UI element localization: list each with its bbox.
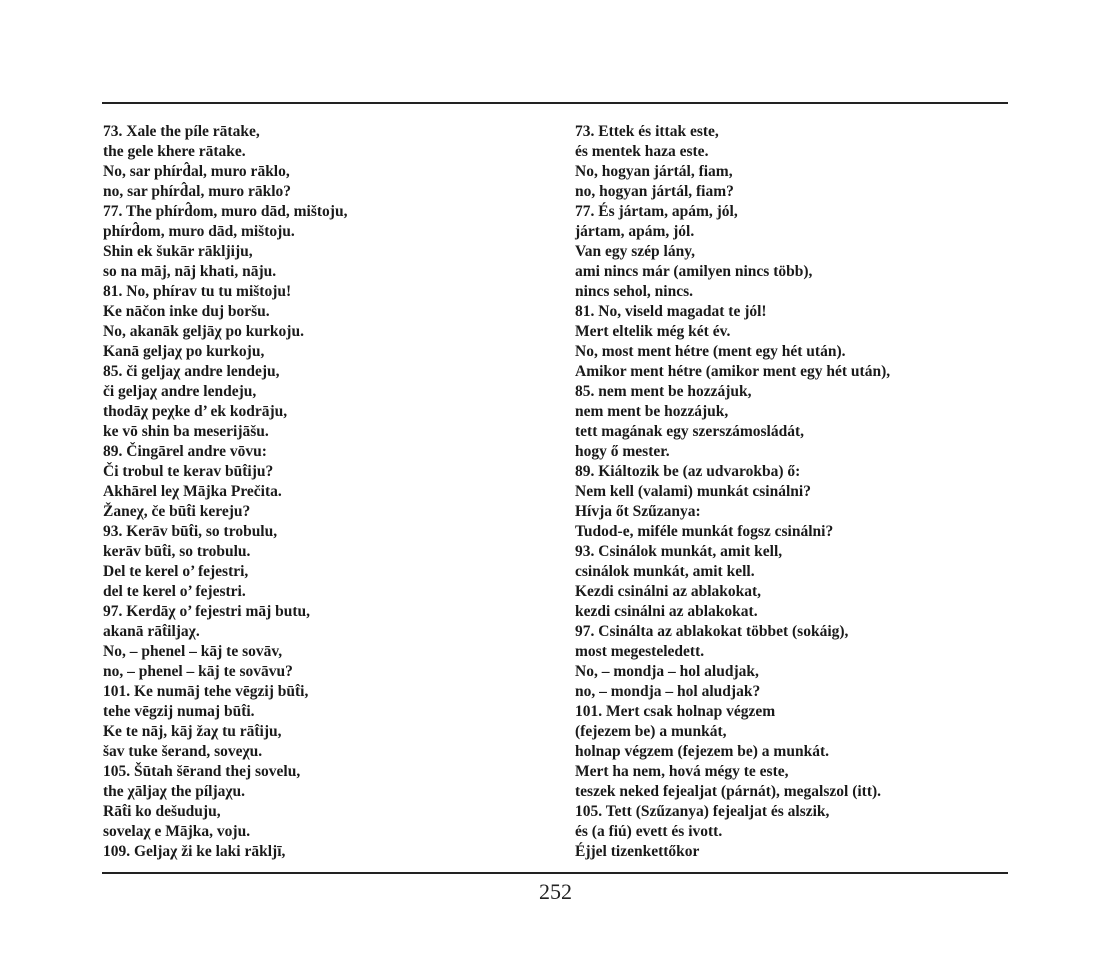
- translation-line: Kezdi csinálni az ablakokat,: [575, 583, 762, 600]
- romani-line: ke vō shin ba meserijāšu.: [103, 423, 269, 440]
- translation-line: hogy ő mester.: [575, 443, 670, 460]
- translation-line: Amikor ment hétre (amikor ment egy hét után),: [575, 363, 891, 380]
- romani-line: 77. The phírd̂om, muro dād, mištoju,: [103, 203, 348, 220]
- translation-line: tett magának egy szerszámosládát,: [575, 423, 805, 440]
- romani-line: tehe vēgzij numaj būt̂i.: [103, 703, 255, 720]
- translation-line: Van egy szép lány,: [575, 243, 696, 260]
- translation-line: csinálok munkát, amit kell.: [575, 563, 755, 580]
- romani-line: šav tuke šerand, soveχu.: [103, 743, 263, 760]
- romani-line: Kanā geljaχ po kurkoju,: [103, 343, 265, 360]
- romani-line: 109. Geljaχ ži ke laki rākljī,: [103, 843, 286, 860]
- romani-line: no, – phenel – kāj te sovāvu?: [103, 663, 293, 680]
- bottom-rule: [102, 872, 1008, 874]
- romani-line: the χāljaχ the píljaχu.: [103, 783, 246, 800]
- top-rule: [102, 102, 1008, 104]
- romani-line: Shin ek šukār rākljiju,: [103, 243, 253, 260]
- romani-line: 73. Xale the píle rātake,: [103, 123, 260, 140]
- romani-line: 85. či geljaχ andre lendeju,: [103, 363, 280, 380]
- romani-line: Žaneχ, če būt̂i kereju?: [103, 503, 251, 520]
- romani-line: 101. Ke numāj tehe vēgzij būt̂i,: [103, 683, 309, 700]
- romani-line: No, sar phírd̂al, muro rāklo,: [103, 163, 290, 180]
- romani-line: akanā rāt̂iljaχ.: [103, 623, 200, 640]
- translation-line: most megesteledett.: [575, 643, 705, 660]
- romani-line: 81. No, phírav tu tu mištoju!: [103, 283, 292, 300]
- translation-line: 85. nem ment be hozzájuk,: [575, 383, 752, 400]
- romani-line: Akhārel leχ Mājka Prečita.: [103, 483, 282, 500]
- translation-line: nem ment be hozzájuk,: [575, 403, 729, 420]
- romani-line: Del te kerel o’ fejestri,: [103, 563, 249, 580]
- romani-line: no, sar phírd̂al, muro rāklo?: [103, 183, 292, 200]
- translation-line: 101. Mert csak holnap végzem: [575, 703, 776, 720]
- romani-line: sovelaχ e Mājka, voju.: [103, 823, 251, 840]
- translation-line: 93. Csinálok munkát, amit kell,: [575, 543, 783, 560]
- translation-line: No, hogyan jártál, fiam,: [575, 163, 733, 180]
- romani-line: No, akanāk geljāχ po kurkoju.: [103, 323, 304, 340]
- romani-line: so na māj, nāj khati, nāju.: [103, 263, 277, 280]
- romani-text-column: [103, 122, 543, 862]
- romani-line: Ke te nāj, kāj žaχ tu rāt̂iju,: [103, 723, 282, 740]
- romani-line: kerāv būt̂i, so trobulu.: [103, 543, 251, 560]
- translation-line: Hívja őt Szűzanya:: [575, 503, 701, 520]
- translation-line: jártam, apám, jól.: [575, 223, 695, 240]
- romani-line: 105. Šūtah šērand thej sovelu,: [103, 763, 301, 780]
- romani-line: či geljaχ andre lendeju,: [103, 383, 257, 400]
- translation-line: holnap végzem (fejezem be) a munkát.: [575, 743, 829, 760]
- translation-line: 81. No, viseld magadat te jól!: [575, 303, 767, 320]
- translation-line: Mert ha nem, hová mégy te este,: [575, 763, 789, 780]
- romani-line: 97. Kerdāχ o’ fejestri māj butu,: [103, 603, 311, 620]
- translation-line: 97. Csinálta az ablakokat többet (sokáig),: [575, 623, 849, 640]
- translation-line: Éjjel tizenkettőkor: [575, 843, 700, 860]
- translation-line: 73. Ettek és ittak este,: [575, 123, 719, 140]
- translation-line: no, hogyan jártál, fiam?: [575, 183, 734, 200]
- translation-line: Mert eltelik még két év.: [575, 323, 731, 340]
- translation-line: 77. És jártam, apám, jól,: [575, 203, 738, 220]
- romani-line: Či trobul te kerav būt̂iju?: [103, 463, 274, 480]
- translation-line: (fejezem be) a munkát,: [575, 723, 727, 740]
- romani-line: Rāt̂i ko dešuduju,: [103, 803, 221, 820]
- translation-line: no, – mondja – hol aludjak?: [575, 683, 761, 700]
- translation-line: No, – mondja – hol aludjak,: [575, 663, 759, 680]
- translation-line: és mentek haza este.: [575, 143, 709, 160]
- translation-line: ami nincs már (amilyen nincs több),: [575, 263, 813, 280]
- translation-line: Tudod-e, miféle munkát fogsz csinálni?: [575, 523, 834, 540]
- romani-line: the gele khere rātake.: [103, 143, 246, 160]
- romani-line: phírd̂om, muro dād, mištoju.: [103, 223, 295, 240]
- translation-line: teszek neked fejealjat (párnát), megalszol (itt).: [575, 783, 882, 800]
- translation-line: 89. Kiáltozik be (az udvarokba) ő:: [575, 463, 801, 480]
- romani-line: Ke nāčon inke duj boršu.: [103, 303, 270, 320]
- romani-line: 93. Kerāv būt̂i, so trobulu,: [103, 523, 278, 540]
- translation-line: No, most ment hétre (ment egy hét után).: [575, 343, 846, 360]
- romani-line: del te kerel o’ fejestri.: [103, 583, 246, 600]
- translation-line: nincs sehol, nincs.: [575, 283, 694, 300]
- romani-line: No, – phenel – kāj te sovāv,: [103, 643, 283, 660]
- page-number: 252: [539, 879, 572, 904]
- romani-line: thodāχ peχke d’ ek kodrāju,: [103, 403, 288, 420]
- translation-line: Nem kell (valami) munkát csinálni?: [575, 483, 811, 500]
- hungarian-translation-column: [575, 122, 1008, 862]
- romani-line: 89. Čingārel andre vōvu:: [103, 443, 267, 460]
- translation-line: és (a fiú) evett és ivott.: [575, 823, 723, 840]
- translation-line: 105. Tett (Szűzanya) fejealjat és alszik,: [575, 803, 830, 820]
- translation-line: kezdi csinálni az ablakokat.: [575, 603, 758, 620]
